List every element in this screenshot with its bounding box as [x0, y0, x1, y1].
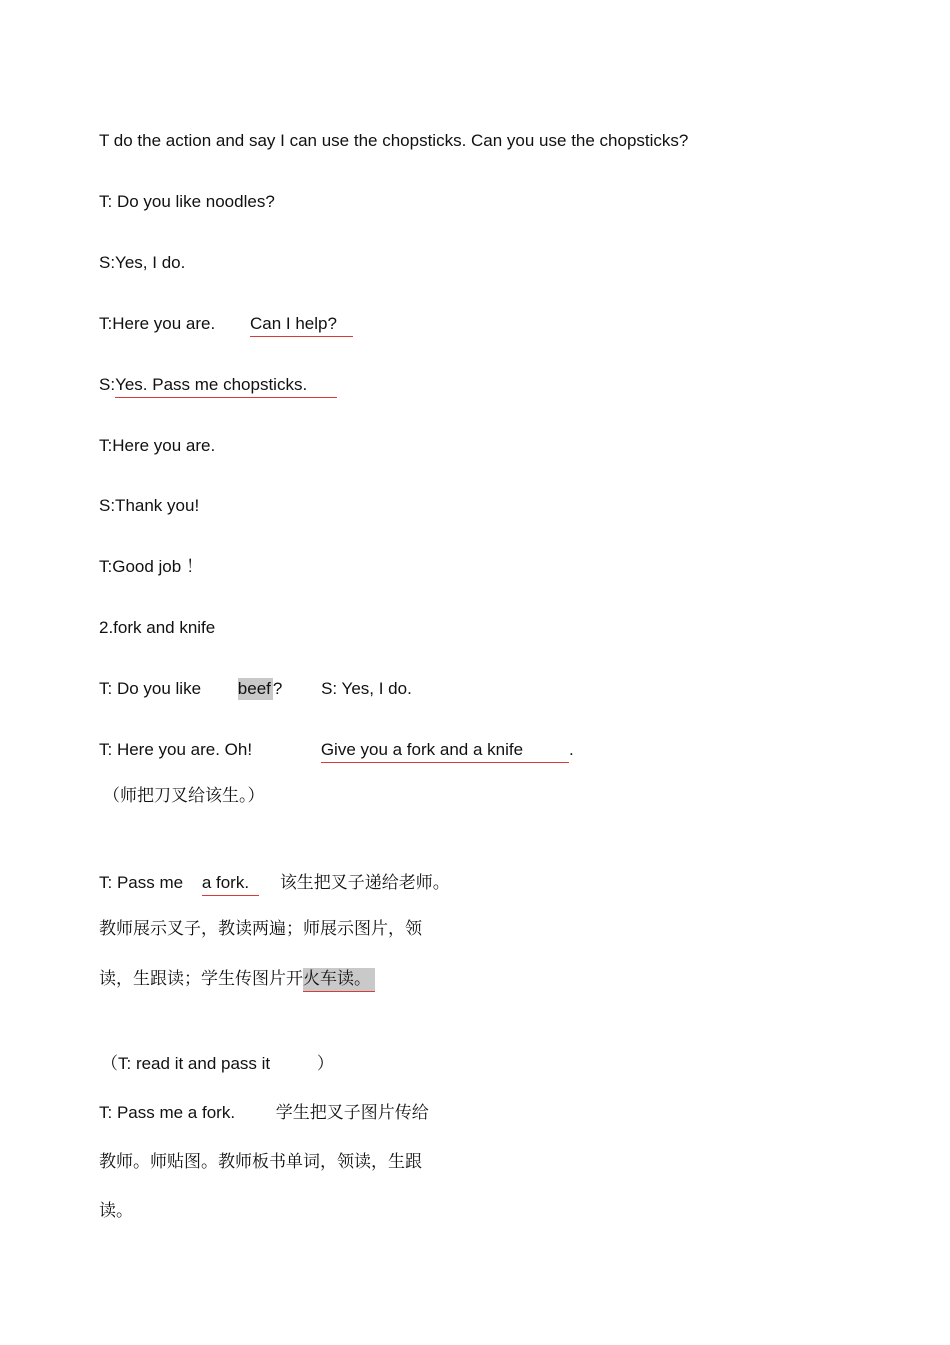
line-text: S: Yes, I do. — [321, 679, 412, 698]
line-text: . — [569, 740, 574, 759]
text-line — [103, 785, 265, 807]
text-line — [99, 918, 422, 940]
line-text: ） — [316, 1054, 334, 1073]
text-line — [99, 252, 185, 274]
line-text: T: Do you like — [99, 679, 202, 698]
line-text: T: Do you like noodles? — [99, 192, 275, 211]
line-text: S:Yes, I do. — [99, 253, 186, 272]
text-line — [99, 374, 337, 398]
text-line — [99, 739, 574, 763]
text-line — [99, 435, 215, 457]
highlighted-text: 火车读。 — [303, 968, 375, 992]
text-line — [99, 130, 688, 152]
line-text: T: Pass me a fork. — [99, 1103, 236, 1122]
text-line — [99, 191, 275, 213]
line-text: T:Here you are. — [99, 314, 216, 333]
text-line — [99, 1151, 422, 1173]
line-text: ? — [272, 679, 283, 698]
line-text: 该生把叉子递给老师。 — [279, 873, 450, 892]
line-text: 学生把叉子图片传给 — [275, 1103, 429, 1122]
line-text: 读，生跟读；学生传图片开 — [99, 969, 303, 988]
line-text: T: Here you are. Oh! — [99, 740, 253, 759]
line-text: （T: read it and pass it — [101, 1054, 271, 1073]
text-line — [99, 495, 199, 517]
text-line — [101, 1053, 334, 1075]
line-text: 读。 — [99, 1201, 133, 1220]
text-line — [99, 1200, 133, 1222]
line-text: 教师展示叉子，教读两遍；师展示图片，领 — [99, 919, 422, 938]
text-line — [99, 313, 353, 337]
line-text: T do the action and say I can use the chopsticks. Can you use the chopsticks? — [99, 131, 689, 150]
line-text: 教师。师贴图。教师板书单词，领读，生跟 — [99, 1152, 422, 1171]
line-text: S:Thank you! — [99, 496, 200, 515]
text-line — [99, 1102, 429, 1124]
text-line — [99, 556, 203, 578]
line-text: T:Here you are. — [99, 436, 216, 455]
underlined-text: Can I help? — [250, 313, 353, 337]
text-line — [99, 617, 215, 639]
underlined-text: Yes. Pass me chopsticks. — [115, 374, 337, 398]
text-line — [99, 968, 375, 992]
line-text: S: — [99, 375, 116, 394]
highlighted-text: beef — [237, 679, 271, 698]
underlined-text: a fork. — [202, 872, 259, 896]
line-text: T:Good job ！ — [99, 557, 203, 576]
text-line — [99, 872, 450, 896]
section-heading: 2.fork and knife — [99, 618, 216, 637]
text-line — [99, 678, 412, 700]
line-text: （师把刀叉给该生。） — [103, 786, 265, 805]
line-text: T: Pass me — [99, 873, 184, 892]
underlined-text: Give you a fork and a knife — [321, 739, 569, 763]
